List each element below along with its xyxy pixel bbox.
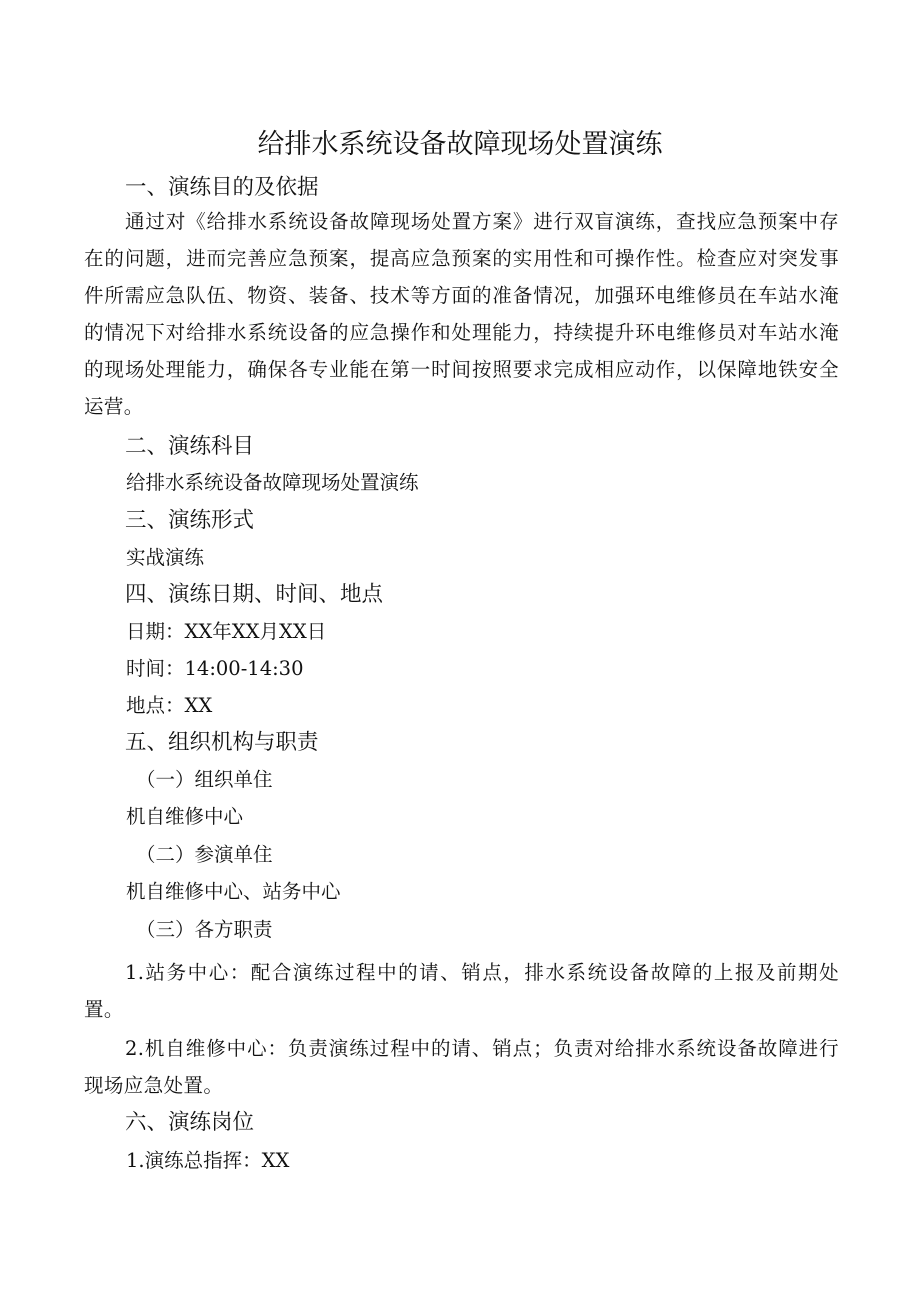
org-subheading-2: （二）参演单住 xyxy=(136,843,273,866)
duty-item-1: 1.站务中心：配合演练过程中的请、销点，排水系统设备故障的上报及前期处置。 xyxy=(84,961,839,1021)
section-6-heading: 六、演练岗位 xyxy=(125,1110,255,1135)
drill-date: 日期：XX年XX月XX日 xyxy=(126,620,327,643)
drill-time: 时间：14:00-14:30 xyxy=(126,657,304,680)
duty-item-2: 2.机自维修中心：负责演练过程中的请、销点；负责对给排水系统设备故障进行现场应急处置。 xyxy=(84,1037,839,1097)
participant-units-body: 机自维修中心、站务中心 xyxy=(126,880,341,903)
org-subheading-1: （一）组织单住 xyxy=(136,768,273,791)
document-title: 给排水系统设备故障现场处置演练 xyxy=(257,129,663,160)
section-1-body: 通过对《给排水系统设备故障现场处置方案》进行双盲演练，查找应急预案中存在的问题，进而完善应急预案，提高应急预案的实用性和可操作性。检查应对突发事件所需应急队伍、物资、装备、技术等方面的准备情况，加强环电维修员在车站水淹的情况下对给排水系统设备的应急操作和处理能力，持续提升环电维修员对车站水淹的现场处理能力，确保各专业能在第一时间按照要求完成相应动作，以保障地铁安全运营。 xyxy=(84,210,839,418)
section-4-heading: 四、演练日期、时间、地点 xyxy=(125,582,384,607)
section-3-heading: 三、演练形式 xyxy=(125,508,255,533)
section-5-heading: 五、组织机构与职责 xyxy=(125,730,319,755)
section-2-body: 给排水系统设备故障现场处置演练 xyxy=(126,471,419,494)
org-unit-body: 机自维修中心 xyxy=(126,805,244,828)
section-1-heading: 一、演练目的及依据 xyxy=(125,175,319,200)
drill-place: 地点：XX xyxy=(126,694,213,717)
section-3-body: 实战演练 xyxy=(126,546,205,569)
section-2-heading: 二、演练科目 xyxy=(125,434,255,459)
org-subheading-3: （三）各方职责 xyxy=(136,918,273,941)
post-item-1: 1.演练总指挥：XX xyxy=(126,1149,290,1172)
